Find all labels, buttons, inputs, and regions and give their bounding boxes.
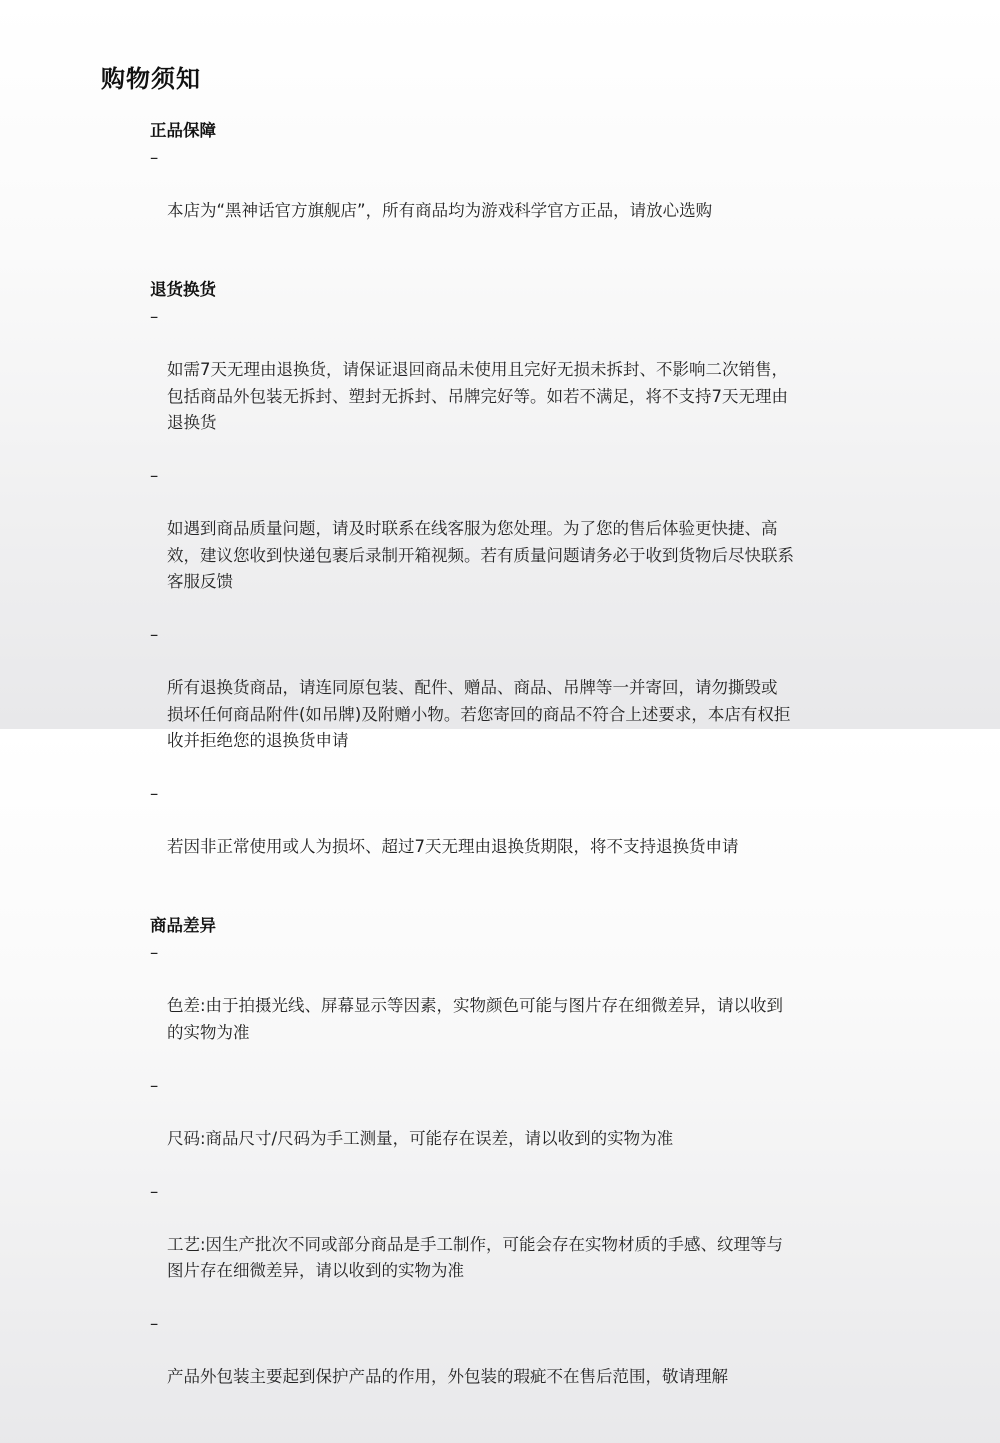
list-item bbox=[150, 304, 890, 463]
dash-bullet: – bbox=[150, 466, 159, 485]
list-item bbox=[150, 1073, 890, 1179]
list-item-text: 色差:由于拍摄光线、屏幕显示等因素，实物颜色可能与图片存在细微差异，请以收到 的实物为准 bbox=[167, 996, 784, 1042]
dash-bullet: – bbox=[150, 1314, 159, 1333]
list-item bbox=[150, 940, 890, 1073]
section-product-differences bbox=[150, 913, 890, 1417]
dash-bullet: – bbox=[150, 625, 159, 644]
list-item bbox=[150, 1179, 890, 1312]
dash-bullet: – bbox=[150, 1075, 159, 1095]
page-title: 购物须知 bbox=[101, 65, 201, 93]
list-item bbox=[150, 145, 890, 251]
section-authenticity bbox=[150, 118, 890, 251]
list-item-text: 产品外包装主要起到保护产品的作用，外包装的瑕疵不在售后范围，敬请理解 bbox=[167, 1367, 728, 1386]
list-item-text: 尺码:商品尺寸/尺码为手工测量，可能存在误差，请以收到的实物为准 bbox=[167, 1128, 674, 1148]
dash-bullet: – bbox=[150, 148, 159, 167]
list-item-text: 若因非正常使用或人为损坏、超过7天无理由退换货期限，将不支持退换货申请 bbox=[167, 837, 739, 856]
list-item-text: 所有退换货商品，请连同原包装、配件、赠品、商品、吊牌等一并寄回，请勿撕毁或 损坏任何商品附件(如吊牌)及附赠小物。若您寄回的商品不符合上述要求，本店有权拒 收并拒绝您的退换货申请 bbox=[167, 678, 791, 750]
section-returns bbox=[150, 277, 890, 887]
list-item bbox=[150, 463, 890, 622]
section-heading: 退货换货 bbox=[150, 280, 216, 299]
list-item bbox=[150, 1311, 890, 1417]
shopping-notice-content bbox=[150, 118, 890, 1443]
list-item-text: 如需7天无理由退换货，请保证退回商品未使用且完好无损未拆封、不影响二次销售， 包括商品外包装无拆封、塑封无拆封、吊牌完好等。如若不满足，将不支持7天无理由 退换货 bbox=[167, 360, 788, 432]
section-heading: 正品保障 bbox=[150, 121, 216, 140]
list-item-text: 本店为“黑神话官方旗舰店”，所有商品均为游戏科学官方正品，请放心选购 bbox=[167, 201, 713, 220]
list-item-text: 如遇到商品质量问题，请及时联系在线客服为您处理。为了您的售后体验更快捷、高 效，建议您收到快递包裹后录制开箱视频。若有质量问题请务必于收到货物后尽快联系 客服反馈 bbox=[167, 519, 794, 591]
list-item bbox=[150, 781, 890, 887]
dash-bullet: – bbox=[150, 1181, 159, 1201]
dash-bullet: – bbox=[150, 784, 159, 803]
section-heading: 商品差异 bbox=[150, 916, 216, 935]
dash-bullet: – bbox=[150, 943, 159, 962]
list-item bbox=[150, 622, 890, 781]
list-item-text: 工艺:因生产批次不同或部分商品是手工制作，可能会存在实物材质的手感、纹理等与 图片存在细微差异，请以收到的实物为准 bbox=[167, 1234, 784, 1280]
dash-bullet: – bbox=[150, 307, 159, 326]
